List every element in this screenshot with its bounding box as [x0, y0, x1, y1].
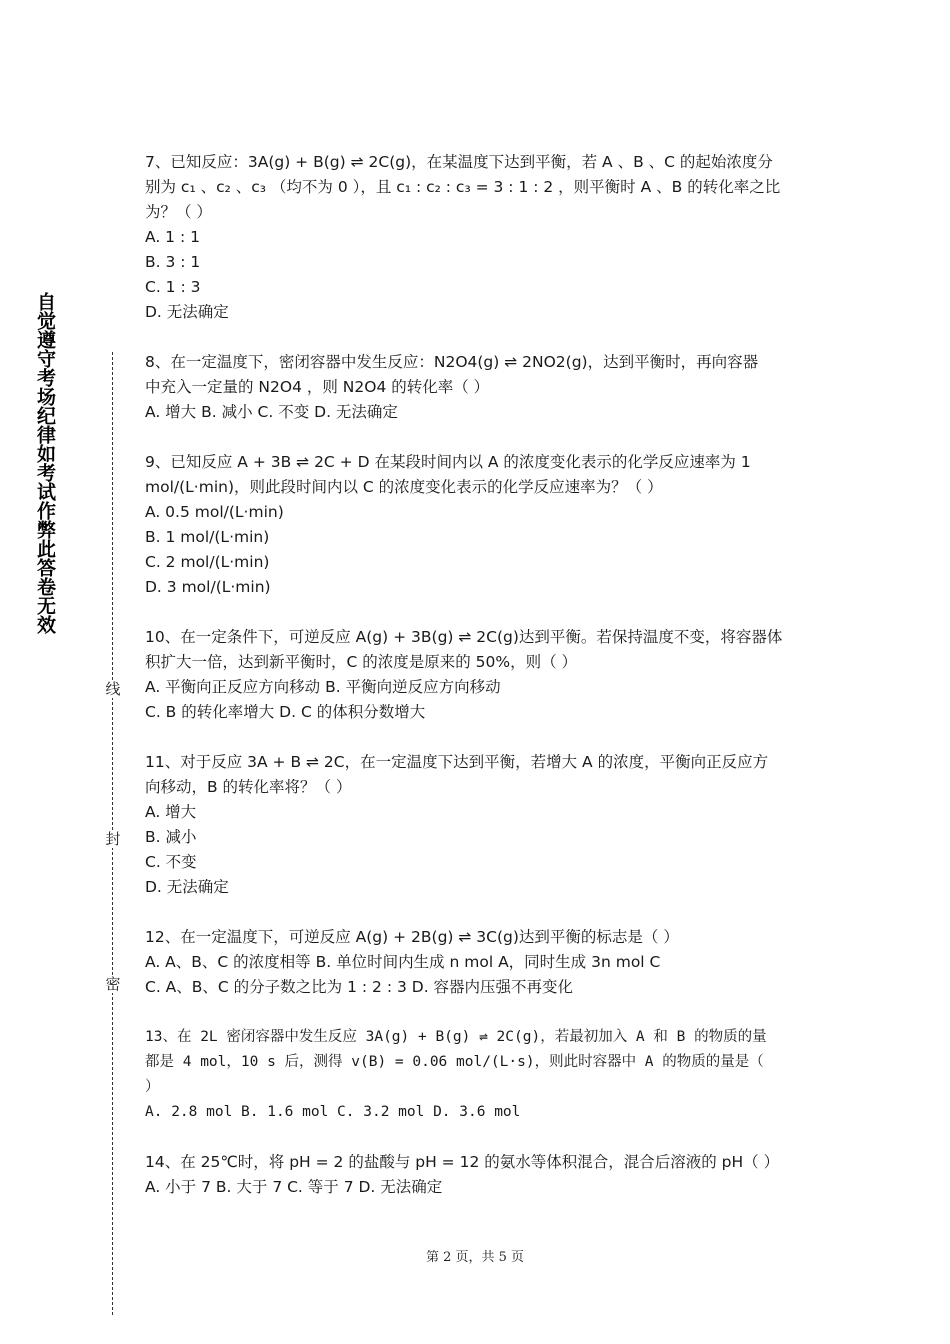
- question-7-option-c: C. 1 : 3: [145, 278, 201, 296]
- question-7-stem-line-3: 为？（ ）: [145, 203, 212, 221]
- question-8-stem-line-1: 8、在一定温度下，密闭容器中发生反应：N2O4(g) ⇌ 2NO2(g)，达到平衡时，再向容器: [145, 353, 759, 371]
- question-14-options: A. 小于 7 B. 大于 7 C. 等于 7 D. 无法确定: [145, 1178, 443, 1196]
- question-11-stem-line-2: 向移动，B 的转化率将？（ ）: [145, 778, 352, 796]
- question-12-options-line-2: C. A、B、C 的分子数之比为 1 : 2 : 3 D. 容器内压强不再变化: [145, 978, 574, 996]
- page-number-footer: 第 2 页，共 5 页: [425, 1250, 525, 1265]
- question-list: [145, 150, 810, 1225]
- question-7-option-b: B. 3 : 1: [145, 253, 201, 271]
- question-9-option-c: C. 2 mol/(L·min): [145, 553, 270, 571]
- question-11-option-d: D. 无法确定: [145, 878, 229, 896]
- question-13-stem-line-3: ）: [145, 1079, 160, 1095]
- question-9-stem-line-2: mol/(L·min)，则此段时间内以 C 的浓度变化表示的化学反应速率为？（ ）: [145, 478, 663, 496]
- question-9-option-d: D. 3 mol/(L·min): [145, 578, 271, 596]
- question-7-option-d: D. 无法确定: [145, 303, 229, 321]
- question-11-option-a: A. 增大: [145, 803, 197, 821]
- question-11-stem-line-1: 11、对于反应 3A + B ⇌ 2C，在一定温度下达到平衡，若增大 A 的浓度，平衡向正反应方: [145, 753, 769, 771]
- question-9-option-b: B. 1 mol/(L·min): [145, 528, 270, 546]
- binding-char-feng: 封: [105, 830, 121, 848]
- question-9-stem-line-1: 9、已知反应 A + 3B ⇌ 2C + D 在某段时间内以 A 的浓度变化表示的化学反应速率为 1: [145, 453, 751, 471]
- question-7-option-a: A. 1 : 1: [145, 228, 200, 246]
- question-13-stem-line-1: 13、在 2L 密闭容器中发生反应 3A(g) + B(g) ⇌ 2C(g)，若最初加入 A 和 B 的物质的量: [145, 1029, 767, 1045]
- question-12-stem: 12、在一定温度下，可逆反应 A(g) + 2B(g) ⇌ 3C(g)达到平衡的标志是（ ）: [145, 928, 679, 946]
- question-14: [145, 1150, 810, 1200]
- question-14-stem: 14、在 25℃时，将 pH = 2 的盐酸与 pH = 12 的氨水等体积混合，混合后溶液的 pH（ ）: [145, 1153, 780, 1171]
- question-12-options-line-1: A. A、B、C 的浓度相等 B. 单位时间内生成 n mol A，同时生成 3n mol C: [145, 953, 661, 971]
- question-10-options-line-2: C. B 的转化率增大 D. C 的体积分数增大: [145, 703, 426, 721]
- question-10-options-line-1: A. 平衡向正反应方向移动 B. 平衡向逆反应方向移动: [145, 678, 501, 696]
- question-10-stem-line-1: 10、在一定条件下，可逆反应 A(g) + 3B(g) ⇌ 2C(g)达到平衡。若保持温度不变，将容器体: [145, 628, 783, 646]
- question-7-stem-line-2: 别为 c₁ 、c₂ 、c₃ （均不为 0 ），且 c₁ : c₂ : c₃ = 3 : 1 : 2 ，则平衡时 A 、B 的转化率之比: [145, 178, 781, 196]
- question-11-option-b: B. 减小: [145, 828, 197, 846]
- question-9-option-a: A. 0.5 mol/(L·min): [145, 503, 284, 521]
- question-8: [145, 350, 810, 425]
- question-8-options: A. 增大 B. 减小 C. 不变 D. 无法确定: [145, 403, 398, 421]
- question-9: [145, 450, 810, 600]
- question-7: [145, 150, 810, 325]
- question-13-stem-line-2: 都是 4 mol，10 s 后，测得 v(B) = 0.06 mol/(L·s)，则此时容器中 A 的物质的量是（: [145, 1054, 764, 1070]
- question-10: [145, 625, 810, 725]
- question-13: [145, 1025, 810, 1125]
- binding-char-mi: 密: [105, 975, 121, 993]
- question-7-stem-line-1: 7、已知反应：3A(g) + B(g) ⇌ 2C(g)，在某温度下达到平衡，若 A 、B 、C 的起始浓度分: [145, 153, 773, 171]
- question-11: [145, 750, 810, 900]
- exam-discipline-notice: 自觉遵守考场纪律如考试作弊此答卷无效: [34, 292, 56, 634]
- question-11-option-c: C. 不变: [145, 853, 197, 871]
- binding-char-xian: 线: [105, 680, 121, 698]
- question-8-stem-line-2: 中充入一定量的 N2O4 ，则 N2O4 的转化率（ ）: [145, 378, 490, 396]
- question-13-options: A. 2.8 mol B. 1.6 mol C. 3.2 mol D. 3.6 mol: [145, 1104, 521, 1120]
- question-10-stem-line-2: 积扩大一倍，达到新平衡时，C 的浓度是原来的 50%，则（ ）: [145, 653, 578, 671]
- question-12: [145, 925, 810, 1000]
